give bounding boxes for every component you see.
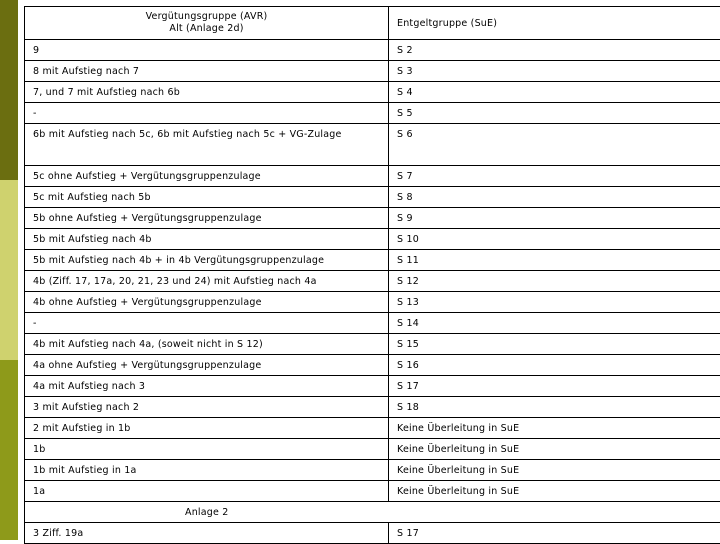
cell-sue: S 11 bbox=[389, 250, 720, 271]
cell-avr: 5b ohne Aufstieg + Vergütungsgruppenzulage bbox=[25, 208, 389, 229]
table-row bbox=[25, 376, 720, 397]
cell-sue: S 3 bbox=[389, 61, 720, 82]
table-row bbox=[25, 397, 720, 418]
table-row bbox=[25, 418, 720, 439]
table-row bbox=[25, 229, 720, 250]
table-row bbox=[25, 124, 720, 166]
table-row bbox=[25, 334, 720, 355]
overleitung-table bbox=[24, 6, 720, 544]
anlage-heading-empty bbox=[389, 502, 720, 523]
cell-sue: S 8 bbox=[389, 187, 720, 208]
table-row bbox=[25, 82, 720, 103]
cell-avr: 1b bbox=[25, 439, 389, 460]
cell-avr: 9 bbox=[25, 40, 389, 61]
cell-sue: S 18 bbox=[389, 397, 720, 418]
cell-avr: - bbox=[25, 103, 389, 124]
cell-avr: 4b (Ziff. 17, 17a, 20, 21, 23 und 24) mit Aufstieg nach 4a bbox=[25, 271, 389, 292]
cell-sue: S 4 bbox=[389, 82, 720, 103]
cell-sue: Keine Überleitung in SuE bbox=[389, 418, 720, 439]
table-row bbox=[25, 208, 720, 229]
cell-avr: 4a mit Aufstieg nach 3 bbox=[25, 376, 389, 397]
cell-sue: Keine Überleitung in SuE bbox=[389, 460, 720, 481]
cell-sue: S 6 bbox=[389, 124, 720, 166]
cell-avr: 1b mit Aufstieg in 1a bbox=[25, 460, 389, 481]
cell-sue: S 15 bbox=[389, 334, 720, 355]
cell-avr: - bbox=[25, 313, 389, 334]
cell-avr: 1a bbox=[25, 481, 389, 502]
cell-avr: 5b mit Aufstieg nach 4b + in 4b Vergütungsgruppenzulage bbox=[25, 250, 389, 271]
cell-sue: S 5 bbox=[389, 103, 720, 124]
table-row bbox=[25, 103, 720, 124]
table-row bbox=[25, 187, 720, 208]
accent-band-bottom bbox=[0, 360, 18, 540]
table-row bbox=[25, 271, 720, 292]
accent-band-top bbox=[0, 0, 18, 180]
cell-avr: 5c ohne Aufstieg + Vergütungsgruppenzulage bbox=[25, 166, 389, 187]
table-row bbox=[25, 460, 720, 481]
accent-band-middle bbox=[0, 180, 18, 360]
table-row bbox=[25, 355, 720, 376]
cell-avr: 4b mit Aufstieg nach 4a, (soweit nicht in S 12) bbox=[25, 334, 389, 355]
table-header-row bbox=[25, 7, 720, 40]
cell-sue: S 10 bbox=[389, 229, 720, 250]
cell-sue: S 13 bbox=[389, 292, 720, 313]
cell-sue: S 17 bbox=[389, 523, 720, 544]
anlage-heading: Anlage 2 bbox=[25, 502, 389, 523]
table-row bbox=[25, 439, 720, 460]
cell-avr: 5c mit Aufstieg nach 5b bbox=[25, 187, 389, 208]
header-sue: Entgeltgruppe (SuE) bbox=[389, 7, 720, 40]
cell-sue: S 7 bbox=[389, 166, 720, 187]
cell-avr: 3 mit Aufstieg nach 2 bbox=[25, 397, 389, 418]
header-avr-line2: Alt (Anlage 2d) bbox=[33, 23, 380, 35]
header-avr bbox=[25, 7, 389, 40]
cell-avr: 2 mit Aufstieg in 1b bbox=[25, 418, 389, 439]
cell-sue: S 14 bbox=[389, 313, 720, 334]
table-row bbox=[25, 166, 720, 187]
table-row bbox=[25, 40, 720, 61]
cell-sue: S 17 bbox=[389, 376, 720, 397]
cell-avr: 5b mit Aufstieg nach 4b bbox=[25, 229, 389, 250]
cell-sue: Keine Überleitung in SuE bbox=[389, 481, 720, 502]
cell-avr: 8 mit Aufstieg nach 7 bbox=[25, 61, 389, 82]
cell-avr: 4a ohne Aufstieg + Vergütungsgruppenzulage bbox=[25, 355, 389, 376]
cell-avr: 6b mit Aufstieg nach 5c, 6b mit Aufstieg nach 5c + VG-Zulage bbox=[25, 124, 389, 166]
cell-avr: 7, und 7 mit Aufstieg nach 6b bbox=[25, 82, 389, 103]
table-row bbox=[25, 523, 720, 544]
cell-sue: S 12 bbox=[389, 271, 720, 292]
table-row bbox=[25, 292, 720, 313]
cell-sue: S 9 bbox=[389, 208, 720, 229]
cell-sue: S 16 bbox=[389, 355, 720, 376]
cell-sue: S 2 bbox=[389, 40, 720, 61]
cell-avr: 3 Ziff. 19a bbox=[25, 523, 389, 544]
anlage-heading-row bbox=[25, 502, 720, 523]
table-row bbox=[25, 250, 720, 271]
table-row bbox=[25, 313, 720, 334]
table-row bbox=[25, 61, 720, 82]
header-avr-line1: Vergütungsgruppe (AVR) bbox=[33, 11, 380, 23]
table-row bbox=[25, 481, 720, 502]
cell-sue: Keine Überleitung in SuE bbox=[389, 439, 720, 460]
cell-avr: 4b ohne Aufstieg + Vergütungsgruppenzulage bbox=[25, 292, 389, 313]
